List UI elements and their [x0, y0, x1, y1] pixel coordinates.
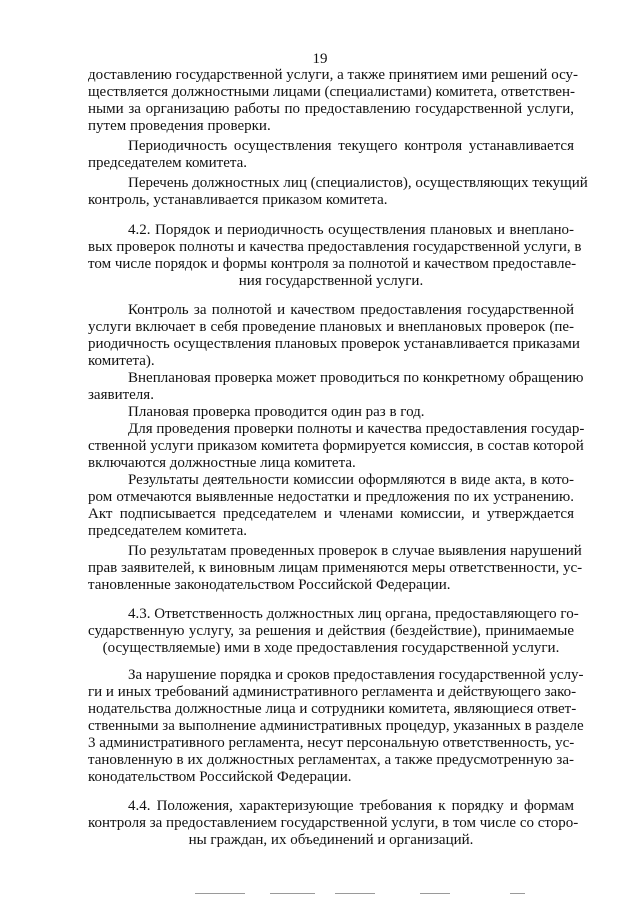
text-line: Внеплановая проверка может проводиться по конкретному обращению — [128, 370, 584, 386]
scan-artifact-line — [510, 893, 525, 894]
text-line: председателем комитета. — [88, 155, 248, 171]
scan-artifact-line — [420, 893, 450, 894]
text-line: За нарушение порядка и сроков предоставления государственной услу- — [128, 667, 584, 683]
text-line: Периодичность осуществления текущего контроля устанавливается — [128, 138, 574, 154]
text-line: путем проведения проверки. — [88, 118, 271, 134]
section-heading-line: том числе порядок и формы контроля за полнотой и качеством предоставле- — [88, 256, 577, 272]
section-heading-line: 4.3. Ответственность должностных лиц органа, предоставляющего го- — [128, 606, 579, 622]
text-line: прав заявителей, к виновным лицам применяются меры ответственности, ус- — [88, 560, 583, 576]
section-heading-line: 4.4. Положения, характеризующие требования к порядку и формам — [128, 798, 574, 814]
text-line: Результаты деятельности комиссии оформляются в виде акта, в кото- — [128, 472, 574, 488]
text-line: 3 административного регламента, несут персональную ответственность, ус- — [88, 735, 575, 751]
text-line: услуги включает в себя проведение плановых и внеплановых проверок (пе- — [88, 319, 574, 335]
text-line: контроль, устанавливается приказом комитета. — [88, 192, 388, 208]
text-line: Контроль за полнотой и качеством предоставления государственной — [128, 302, 574, 318]
text-line: тановленную в их должностных регламентах, а также предусмотренную за- — [88, 752, 574, 768]
section-heading-line: вых проверок полноты и качества предоставления государственной услуги, в — [88, 239, 582, 255]
text-line: нодательства должностные лица и сотрудники комитета, являющиеся ответ- — [88, 701, 577, 717]
text-line: председателем комитета. — [88, 523, 248, 539]
text-line: заявителя. — [88, 387, 154, 403]
text-line: ром отмечаются выявленные недостатки и предложения по их устранению. — [88, 489, 574, 505]
text-line: ги и иных требований административного регламента и действующего зако- — [88, 684, 577, 700]
text-line: конодательством Российской Федерации. — [88, 769, 352, 785]
text-line: ществляется должностными лицами (специалистами) комитета, ответствен- — [88, 84, 576, 100]
section-heading-line: (осуществляемые) ими в ходе предоставления государственной услуги. — [102, 640, 560, 656]
text-line: Акт подписывается председателем и членами комиссии, и утверждается — [88, 506, 574, 522]
section-heading-line: контроля за предоставлением государственной услуги, в том числе со сторо- — [88, 815, 579, 831]
text-line: ственными за выполнение административных процедур, указанных в разделе — [88, 718, 584, 734]
scan-artifact-line — [335, 893, 375, 894]
text-line: Для проведения проверки полноты и качества предоставления государ- — [128, 421, 585, 437]
text-line: доставлению государственной услуги, а также принятием ими решений осу- — [88, 67, 579, 83]
scan-artifact-line — [195, 893, 245, 894]
section-heading-line: сударственную услугу, за решения и действия (бездействие), принимаемые — [88, 623, 574, 639]
text-line: ственной услуги приказом комитета формируется комиссия, в состав которой — [88, 438, 584, 454]
text-line: По результатам проведенных проверок в случае выявления нарушений — [128, 543, 582, 559]
text-line: комитета). — [88, 353, 155, 369]
section-heading-line: 4.2. Порядок и периодичность осуществления плановых и внеплано- — [128, 222, 574, 238]
text-line: Перечень должностных лиц (специалистов), осуществляющих текущий — [128, 175, 588, 191]
text-line: риодичность осуществления плановых проверок устанавливается приказами — [88, 336, 580, 352]
text-line: ными за организацию работы по предоставлению государственной услуги, — [88, 101, 574, 117]
scan-artifact-line — [270, 893, 315, 894]
page-number: 19 — [312, 51, 328, 67]
text-line: Плановая проверка проводится один раз в год. — [128, 404, 425, 420]
section-heading-line: ния государственной услуги. — [238, 273, 424, 289]
section-heading-line: ны граждан, их объединений и организаций. — [188, 832, 474, 848]
text-line: включаются должностные лица комитета. — [88, 455, 356, 471]
text-line: тановленные законодательством Российской Федерации. — [88, 577, 451, 593]
